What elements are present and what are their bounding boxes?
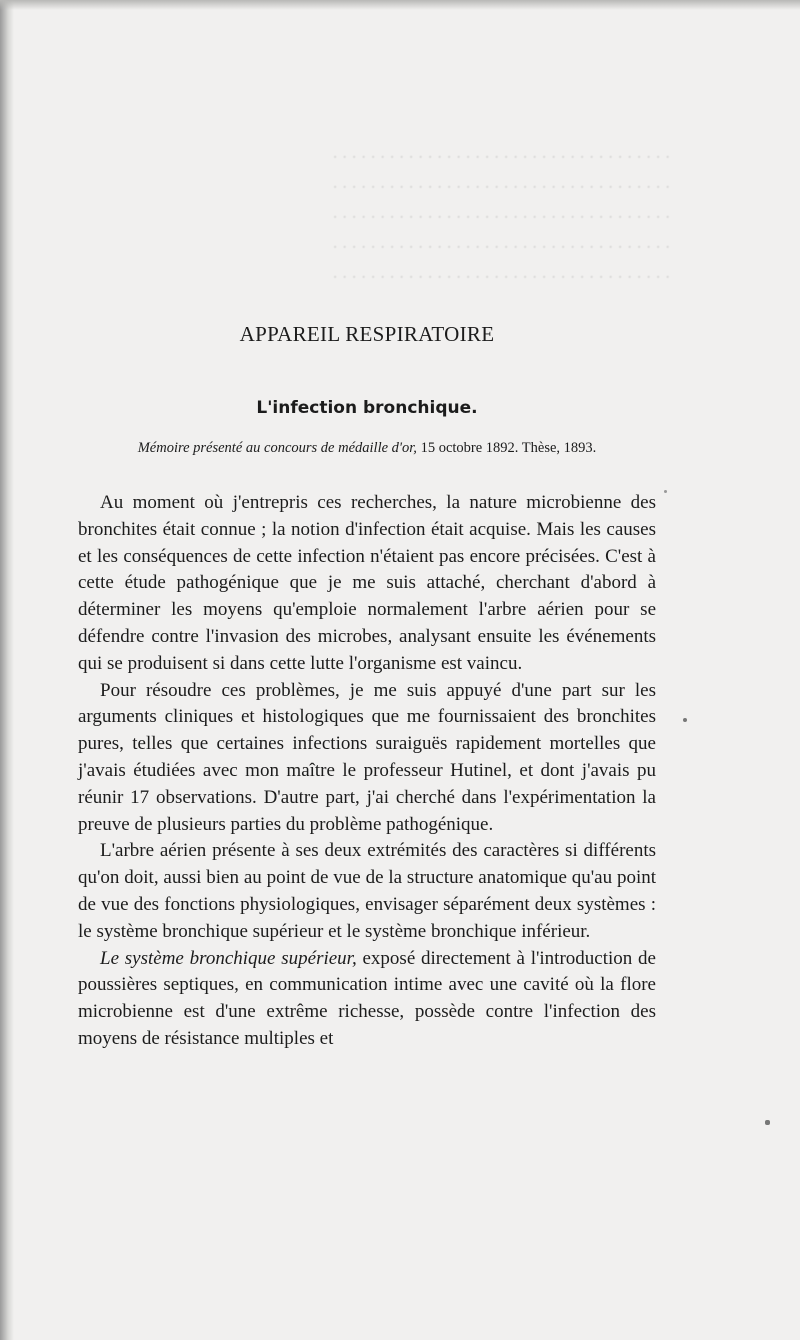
paragraph-2 xyxy=(78,678,656,839)
scan-speck xyxy=(664,490,667,493)
paragraph-2-text: Pour résoudre ces problèmes, je me suis appuyé d'une part sur les arguments cliniques et histologiques que me fournissaient des bronchites pures, telles que certaines infections suraiguës rapidement mortelles que j'avais étudiées avec mon maître le professeur Hutinel, et dont j'avais pu réunir 17 observations. D'autre part, j'ai cherché dans l'expérimentation la preuve de plusieurs parties du problème pathogénique. xyxy=(78,679,656,835)
paragraph-3-text: L'arbre aérien présente à ses deux extrémités des caractères si différents qu'on doit, aussi bien au point de vue de la structure anatomique qu'au point de vue des fonctions physiologiques, envisager séparément deux systèmes : le système bronchique supérieur et le système bronchique inférieur. xyxy=(78,840,656,942)
chapter-title: APPAREIL RESPIRATOIRE xyxy=(239,322,495,346)
paragraph-4 xyxy=(78,946,656,1053)
source-citation xyxy=(78,440,656,457)
paragraph-3 xyxy=(78,838,656,945)
paragraph-1-text: Au moment où j'entrepris ces recherches, la nature microbienne des bronchites était connue ; la notion d'infection était acquise. Mais les causes et les conséquences de cette infection n'étaient pas encore précisées. C'est à cette étude pathogénique que je me suis attaché, cherchant d'abord à déterminer les moyens qu'emploie normalement l'arbre aérien pour se défendre contre l'invasion des microbes, analysant ensuite les événements qui se produisent si dans cette lutte l'organisme est vaincu. xyxy=(78,492,656,674)
scan-edge-left xyxy=(0,0,14,1340)
scan-speck xyxy=(683,718,687,722)
source-citation-date: 15 octobre 1892. Thèse, 1893. xyxy=(416,440,597,456)
scan-edge-top xyxy=(0,0,800,10)
paragraph-1 xyxy=(78,490,656,678)
body-text xyxy=(78,490,656,1053)
source-citation-italic: Mémoire présenté au concours de médaille d'or, xyxy=(137,440,417,456)
section-title: L'infection bronchique. xyxy=(256,398,478,418)
bleed-through-block: . . . . . . . . . . . . . . . . . . . . . . . . . . . . . . . . . . . . . . . . . . . . . . . . . . . . . . . . . . . . . . . . . . . . . . . . . . . . . . . . . . . . . . . . . . . . . . . . . . . . . . . . . . . . . . . . . . . . . . . . . . . . . . . . . . . . . . . . . . . . . . . . . . . . . . . . . . . . . . . . . . . . . . . . . . . . . . . . . . . . xyxy=(332,142,670,283)
scan-speck xyxy=(765,1120,770,1125)
paragraph-4-emphasis: Le système bronchique supérieur, xyxy=(100,947,357,969)
paragraph-4-text: exposé directement à l'introduction de poussières septiques, en communication intime avec une cavité où la flore microbienne est d'une extrême richesse, possède contre l'infection des moyens de résistance multiples et xyxy=(78,947,656,1049)
